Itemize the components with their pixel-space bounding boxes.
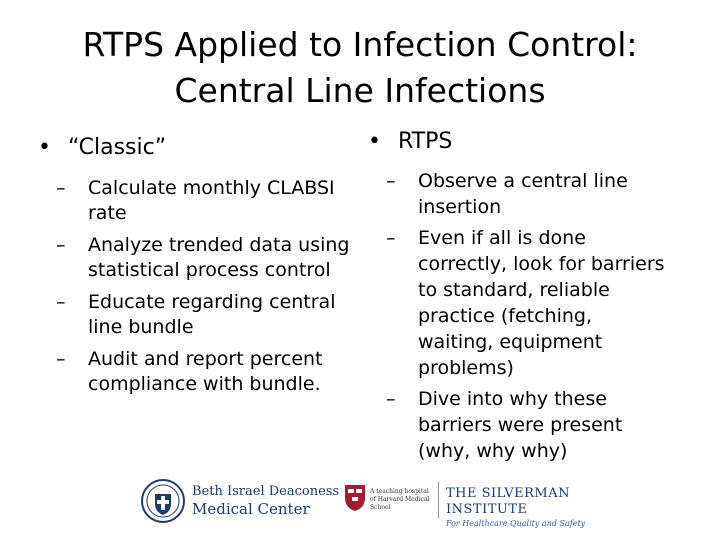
silverman-line1: THE SILVERMAN INSTITUTE xyxy=(446,486,571,517)
dash-icon: – xyxy=(56,177,66,199)
slide-title xyxy=(40,22,680,114)
list-item: – Dive into why these barriers were present (why, why why) xyxy=(386,388,623,462)
list-item: – Audit and report percent compliance with bundle. xyxy=(56,348,323,395)
harvard-shield-icon xyxy=(344,484,366,512)
right-column xyxy=(368,128,668,469)
silverman-line2: For Healthcare Quality and Safety xyxy=(446,519,586,528)
right-sub-list xyxy=(368,168,668,464)
slide-title-line2: Central Line Infections xyxy=(174,71,546,110)
right-heading xyxy=(368,128,668,156)
left-heading-text: “Classic” xyxy=(68,135,167,160)
bidmc-line1: Beth Israel Deaconess xyxy=(192,484,340,499)
dash-icon: – xyxy=(386,227,396,249)
dash-icon: – xyxy=(56,291,66,313)
silverman-logo-text xyxy=(446,486,620,529)
dash-icon: – xyxy=(386,170,396,192)
list-item: – Calculate monthly CLABSI rate xyxy=(56,177,335,224)
list-item: – Analyze trended data using statistical process control xyxy=(56,234,350,281)
left-sub-list xyxy=(38,176,358,397)
bullet-icon: • xyxy=(38,135,51,160)
right-heading-text: RTPS xyxy=(398,129,453,154)
bidmc-seal-icon xyxy=(140,478,186,524)
list-item: – Educate regarding central line bundle xyxy=(56,291,336,338)
dash-icon: – xyxy=(56,348,66,370)
logo-divider xyxy=(438,482,439,518)
hms-affiliation-text: A teaching hospital of Harvard Medical School xyxy=(370,488,430,511)
slide-title-line1: RTPS Applied to Infection Control: xyxy=(82,25,638,64)
left-column xyxy=(38,134,358,404)
bidmc-logo-text xyxy=(192,484,339,518)
dash-icon: – xyxy=(386,388,396,410)
list-item: – Even if all is done correctly, look for barriers to standard, reliable practice (fetching, waiting, equipment problems) xyxy=(386,227,665,379)
dash-icon: – xyxy=(56,234,66,256)
bullet-icon: • xyxy=(368,129,381,154)
list-item: – Observe a central line insertion xyxy=(386,170,628,218)
footer-logos xyxy=(140,474,620,530)
bidmc-line2: Medical Center xyxy=(192,500,310,518)
left-heading xyxy=(38,134,358,162)
